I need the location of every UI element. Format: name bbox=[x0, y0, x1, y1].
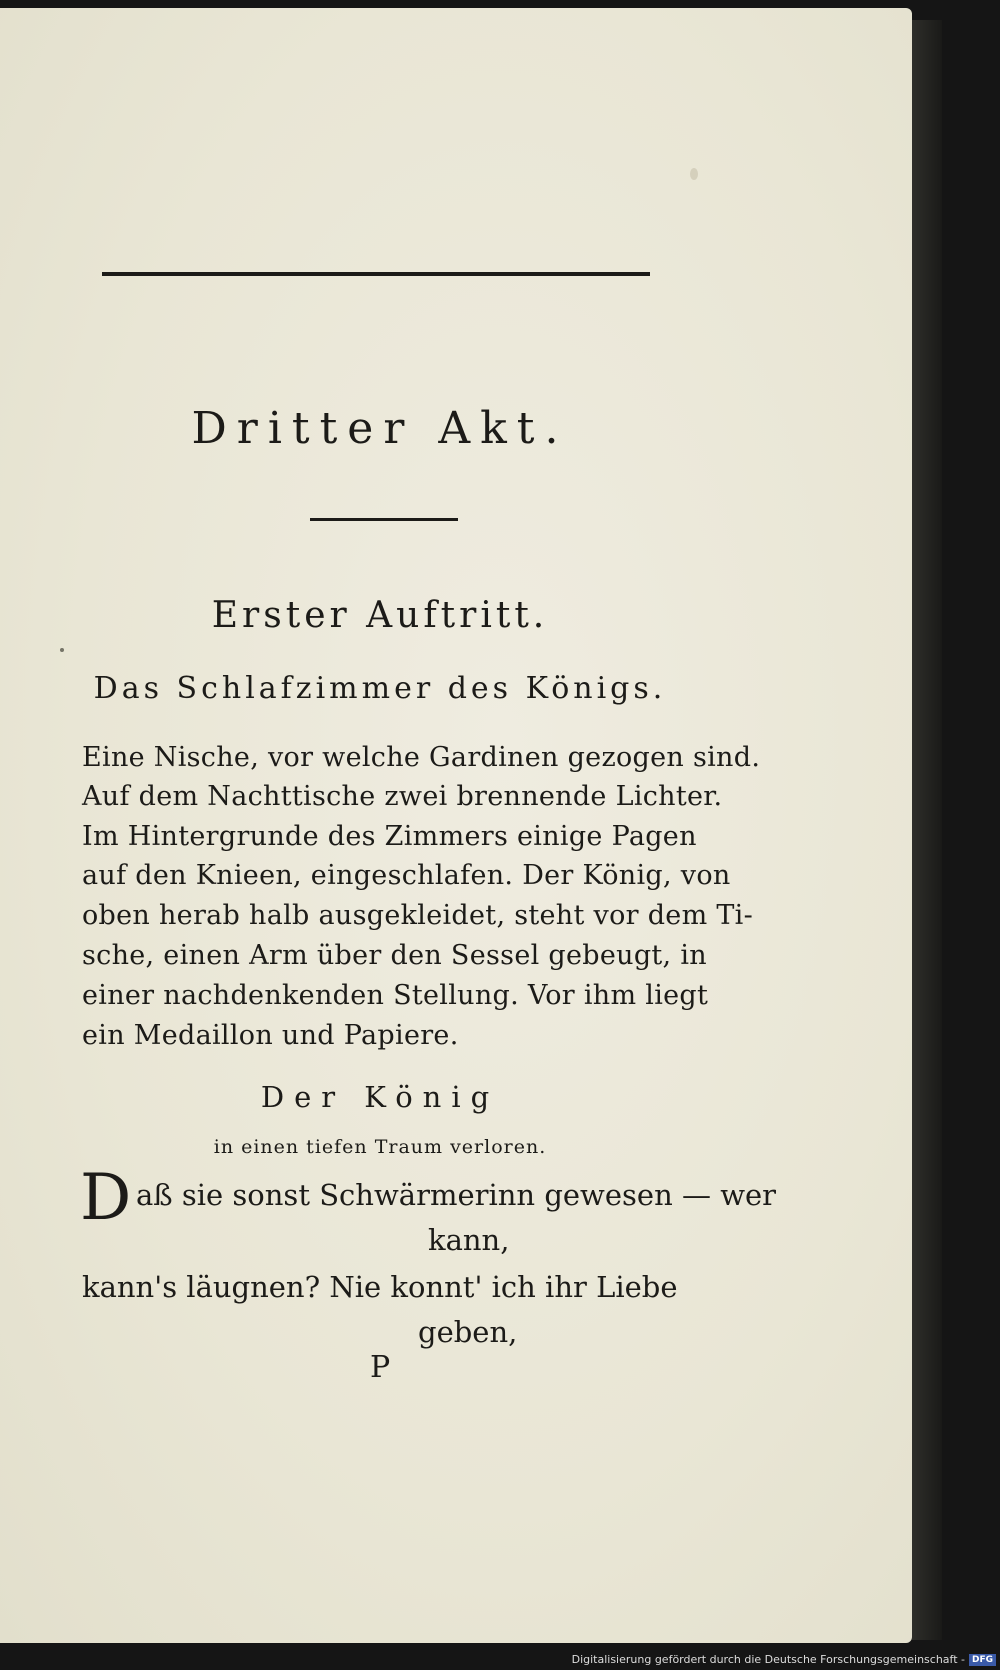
scene-setting: Das Schlafzimmer des Königs. bbox=[93, 671, 667, 706]
drop-cap: D bbox=[80, 1161, 132, 1235]
footer-text: Digitalisierung gefördert durch die Deutsche Forschungsgemeinschaft - bbox=[571, 1653, 965, 1666]
dfg-logo: DFG bbox=[969, 1654, 996, 1666]
stage-direction-line: ein Medaillon und Papiere. bbox=[82, 1020, 459, 1051]
act-title: Dritter Akt. bbox=[191, 403, 569, 454]
verse-line: aß sie sonst Schwärmerinn gewesen — wer bbox=[136, 1178, 777, 1212]
verse-line-continuation: geben, bbox=[418, 1315, 518, 1349]
stage-direction-line: Auf dem Nachttische zwei brennende Lichter. bbox=[82, 781, 723, 812]
stage-direction-line: Im Hintergrunde des Zimmers einige Pagen bbox=[82, 821, 697, 852]
speaker-direction: in einen tiefen Traum verloren. bbox=[213, 1136, 547, 1158]
book-page bbox=[0, 8, 912, 1643]
paper-spot bbox=[690, 168, 698, 180]
paper-spot bbox=[60, 648, 64, 652]
verse-line-continuation: kann, bbox=[428, 1223, 510, 1257]
stage-direction-line: Eine Nische, vor welche Gardinen gezogen sind. bbox=[82, 742, 761, 773]
catchword: P bbox=[370, 1350, 391, 1385]
stage-direction-line: oben herab halb ausgekleidet, steht vor dem Ti- bbox=[82, 900, 754, 931]
scene-title: Erster Auftritt. bbox=[211, 595, 549, 636]
page-edge-shadow bbox=[912, 20, 942, 1640]
top-rule bbox=[102, 272, 650, 276]
stage-direction-line: einer nachdenkenden Stellung. Vor ihm liegt bbox=[82, 980, 709, 1011]
act-divider-rule bbox=[310, 518, 458, 521]
stage-direction-line: auf den Knieen, eingeschlafen. Der König, von bbox=[82, 860, 731, 891]
stage-direction-line: sche, einen Arm über den Sessel gebeugt, in bbox=[82, 940, 707, 971]
verse-line: kann's läugnen? Nie konnt' ich ihr Liebe bbox=[82, 1270, 678, 1304]
speaker-name: Der König bbox=[260, 1080, 500, 1114]
digitization-footer bbox=[572, 1653, 996, 1666]
